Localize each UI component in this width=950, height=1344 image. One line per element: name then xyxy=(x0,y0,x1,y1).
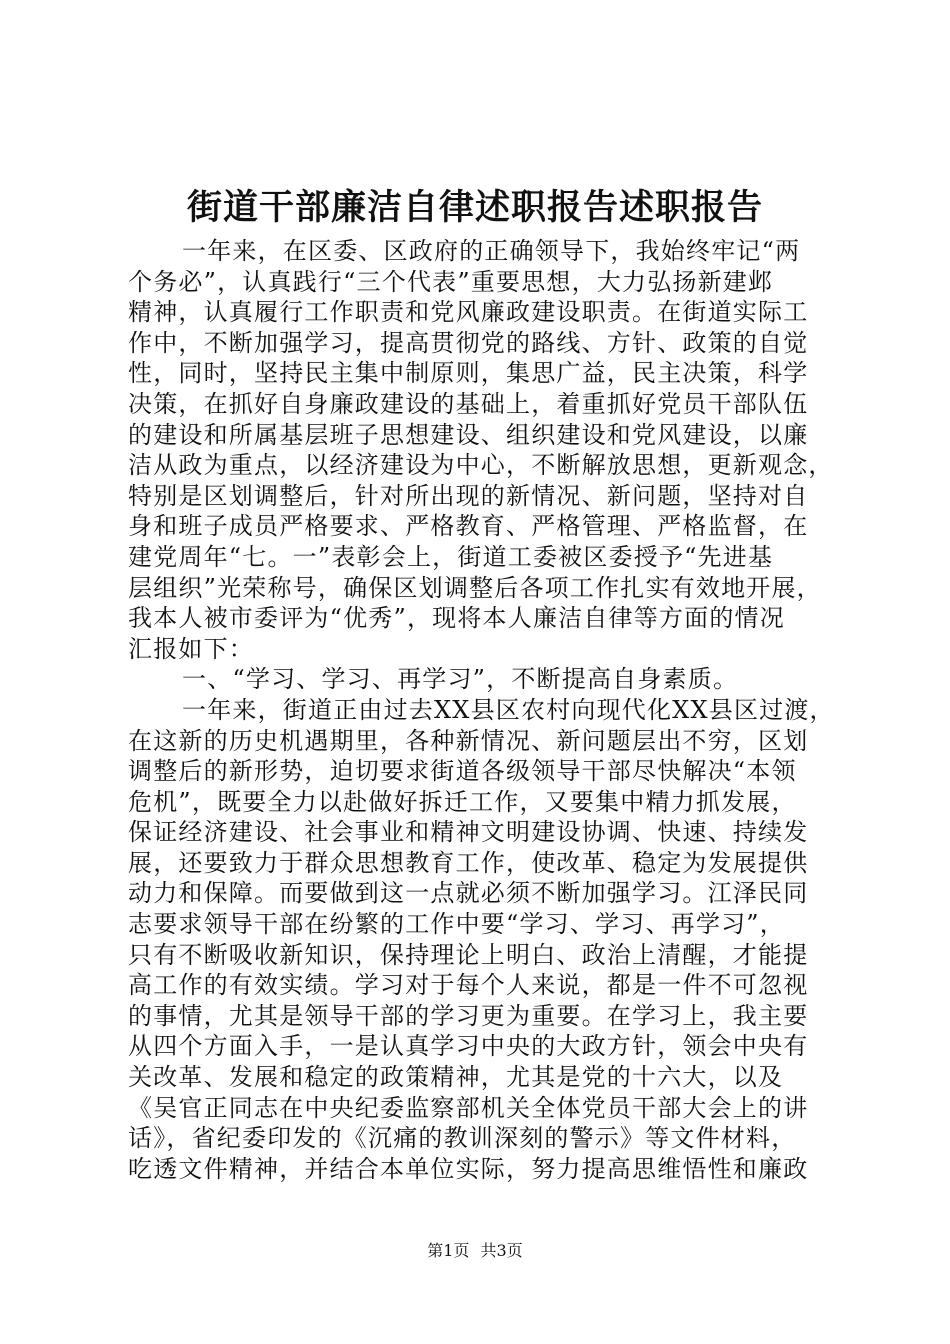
text-line: 一年来，在区委、区政府的正确领导下，我始终牢记“两 xyxy=(182,237,801,265)
page-total: 共3页 xyxy=(480,1241,523,1260)
text-line: 的事情，尤其是领导干部的学习更为重要。在学习上，我主要 xyxy=(128,1001,809,1030)
page-number: 第1页 xyxy=(427,1241,470,1260)
text-line: 从四个方面入手，一是认真学习中央的大政方针，领会中央有 xyxy=(128,1032,809,1061)
text-line: 调整后的新形势，迫切要求街道各级领导干部尽快解决“本领 xyxy=(128,757,797,786)
text-line: 洁从政为重点，以经济建设为中心，不断解放思想，更新观念， xyxy=(128,451,834,480)
text-line: 的建设和所属基层班子思想建设、组织建设和党风建设，以廉 xyxy=(128,420,809,449)
text-line: 特别是区划调整后，针对所出现的新情况、新问题，坚持对自 xyxy=(128,481,809,510)
text-line: 关改革、发展和稳定的政策精神，尤其是党的十六大，以及 xyxy=(128,1063,784,1092)
text-line: 性，同时，坚持民主集中制原则，集思广益，民主决策，科学 xyxy=(128,359,809,388)
text-line: 高工作的有效实绩。学习对于每个人来说，都是一件不可忽视 xyxy=(128,971,809,1000)
text-line: 展，还要致力于群众思想教育工作，使改革、稳定为发展提供 xyxy=(128,848,809,877)
text-line: 吃透文件精神，并结合本单位实际，努力提高思维悟性和廉政 xyxy=(128,1154,809,1183)
text-line: 决策，在抓好自身廉政建设的基础上，着重抓好党员干部队伍 xyxy=(128,389,809,418)
text-line: 个务必”，认真践行“三个代表”重要思想，大力弘扬新建邺 xyxy=(128,267,774,296)
section-heading: 一、“学习、学习、再学习”，不断提高自身素质。 xyxy=(182,665,739,694)
text-line: 精神，认真履行工作职责和党风廉政建设职责。在街道实际工 xyxy=(128,298,809,327)
page-footer xyxy=(0,1240,950,1262)
text-line: 动力和保障。而要做到这一点就必须不断加强学习。江泽民同 xyxy=(128,879,809,908)
text-line: 在这新的历史机遇期里，各种新情况、新问题层出不穷，区划 xyxy=(128,726,809,755)
text-line: 作中，不断加强学习，提高贯彻党的路线、方针、政策的自觉 xyxy=(128,328,809,357)
text-line: 《吴官正同志在中央纪委监察部机关全体党员干部大会上的讲 xyxy=(128,1093,809,1122)
text-line: 层组织”光荣称号，确保区划调整后各项工作扎实有效地开展， xyxy=(128,573,822,602)
document-body xyxy=(128,236,848,1184)
text-line: 汇报如下： xyxy=(128,634,254,663)
text-line: 身和班子成员严格要求、严格教育、严格管理、严格监督，在 xyxy=(128,512,809,541)
text-line: 危机”，既要全力以赴做好拆迁工作，又要集中精力抓发展， xyxy=(128,787,797,816)
text-line: 我本人被市委评为“优秀”，现将本人廉洁自律等方面的情况 xyxy=(128,604,785,633)
text-line: 保证经济建设、社会事业和精神文明建设协调、快速、持续发 xyxy=(128,818,809,847)
text-line: 一年来，街道正由过去XX县区农村向现代化XX县区过渡， xyxy=(182,695,835,724)
document-title: 街道干部廉洁自律述职报告述职报告 xyxy=(186,187,763,228)
text-line: 话》，省纪委印发的《沉痛的教训深刻的警示》等文件材料， xyxy=(128,1124,797,1153)
text-line: 建党周年“七。一”表彰会上，街道工委被区委授予“先进基 xyxy=(128,542,774,571)
text-line: 只有不断吸收新知识，保持理论上明白、政治上清醒，才能提 xyxy=(128,940,809,969)
text-line: 志要求领导干部在纷繁的工作中要“学习、学习、再学习”， xyxy=(128,910,785,939)
